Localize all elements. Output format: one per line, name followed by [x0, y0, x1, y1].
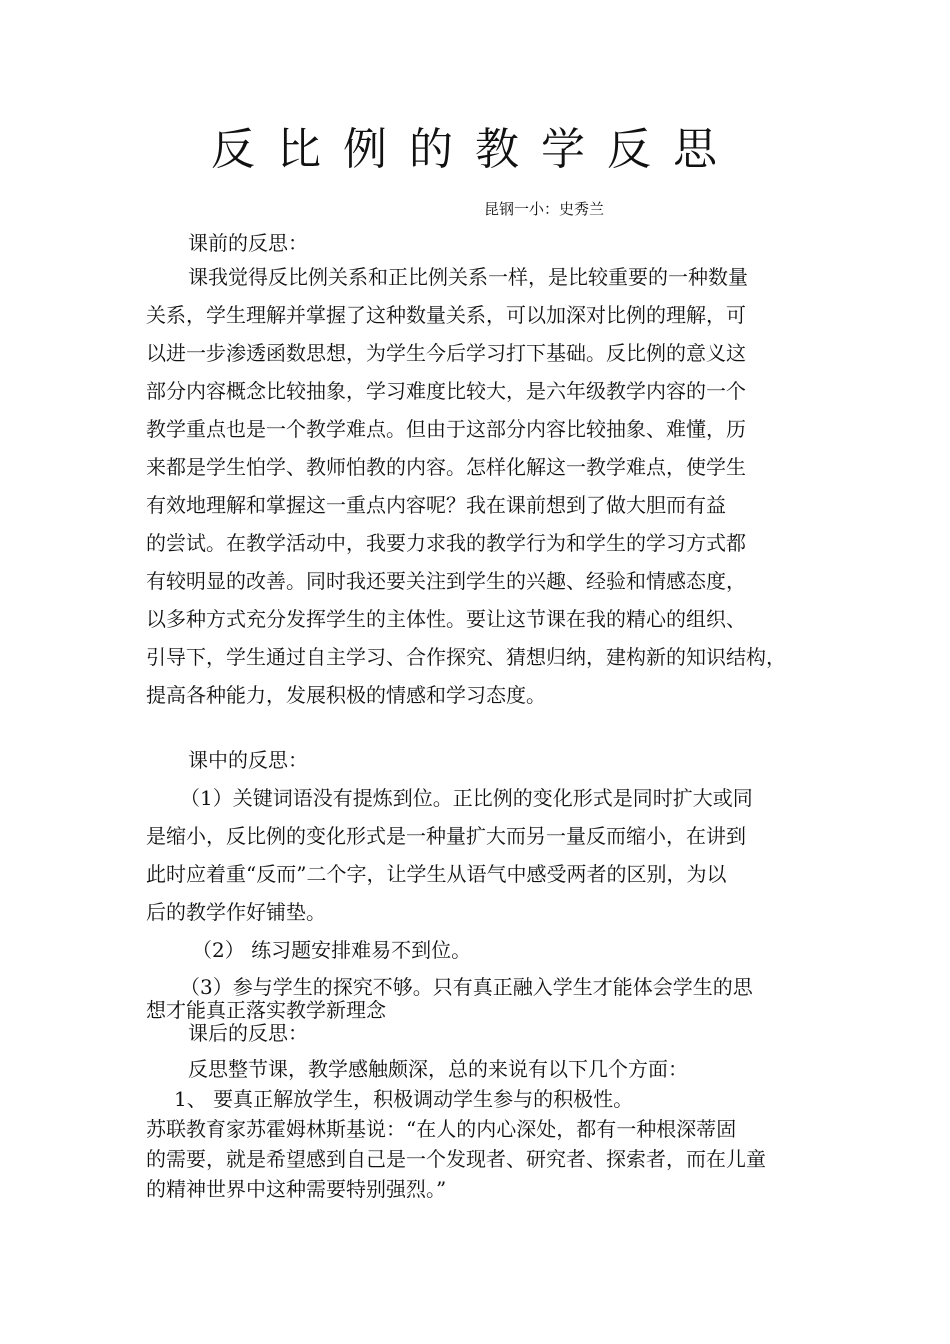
paragraph-line: 引导下，学生通过自主学习、合作探究、猜想归纳，建构新的知识结构，: [146, 645, 786, 669]
paragraph-line: 想才能真正落实教学新理念: [146, 998, 386, 1022]
paragraph-line: 的尝试。在教学活动中，我要力求我的教学行为和学生的学习方式都: [146, 531, 746, 555]
paragraph-line: 课我觉得反比例关系和正比例关系一样，是比较重要的一种数量: [188, 265, 748, 289]
paragraph-line: 反思整节课，教学感触颇深，总的来说有以下几个方面：: [188, 1057, 688, 1081]
paragraph-line: 教学重点也是一个教学难点。但由于这部分内容比较抽象、难懂，历: [146, 417, 746, 441]
paragraph-line: 此时应着重“反而”二个字，让学生从语气中感受两者的区别，为以: [146, 862, 727, 886]
section-heading-before: 课前的反思：: [188, 231, 308, 255]
paragraph-line: 有效地理解和掌握这一重点内容呢？我在课前想到了做大胆而有益: [146, 493, 726, 517]
paragraph-line: 有较明显的改善。同时我还要关注到学生的兴趣、经验和情感态度，: [146, 569, 746, 593]
paragraph-line: 以进一步渗透函数思想，为学生今后学习打下基础。反比例的意义这: [146, 341, 746, 365]
paragraph-line: 是缩小，反比例的变化形式是一种量扩大而另一量反而缩小，在讲到: [146, 824, 746, 848]
document-author: 昆钢一小：史秀兰: [484, 200, 605, 218]
paragraph-line: 的需要，就是希望感到自己是一个发现者、研究者、探索者，而在儿童: [146, 1147, 766, 1171]
paragraph-line: 来都是学生怕学、教师怕教的内容。怎样化解这一教学难点，使学生: [146, 455, 746, 479]
paragraph-line: 部分内容概念比较抽象，学习难度比较大，是六年级教学内容的一个: [146, 379, 746, 403]
paragraph-line: 1、 要真正解放学生，积极调动学生参与的积极性。: [174, 1087, 634, 1111]
section-heading-during: 课中的反思：: [188, 748, 308, 772]
paragraph-line: 以多种方式充分发挥学生的主体性。要让这节课在我的精心的组织、: [146, 607, 746, 631]
paragraph-line: （2） 练习题安排难易不到位。: [192, 938, 472, 962]
document-title: 反比例的教学反思: [211, 124, 739, 175]
paragraph-line: 的精神世界中这种需要特别强烈。”: [146, 1177, 447, 1201]
paragraph-line: （1）关键词语没有提炼到位。正比例的变化形式是同时扩大或同: [180, 786, 753, 810]
paragraph-line: （3）参与学生的探究不够。只有真正融入学生才能体会学生的思: [180, 975, 753, 999]
paragraph-line: 提高各种能力，发展积极的情感和学习态度。: [146, 683, 546, 707]
paragraph-line: 关系，学生理解并掌握了这种数量关系，可以加深对比例的理解，可: [146, 303, 746, 327]
paragraph-line: 后的教学作好铺垫。: [146, 900, 326, 924]
paragraph-line: 苏联教育家苏霍姆林斯基说：“在人的内心深处，都有一种根深蒂固: [146, 1117, 737, 1141]
section-heading-after: 课后的反思：: [188, 1021, 308, 1045]
